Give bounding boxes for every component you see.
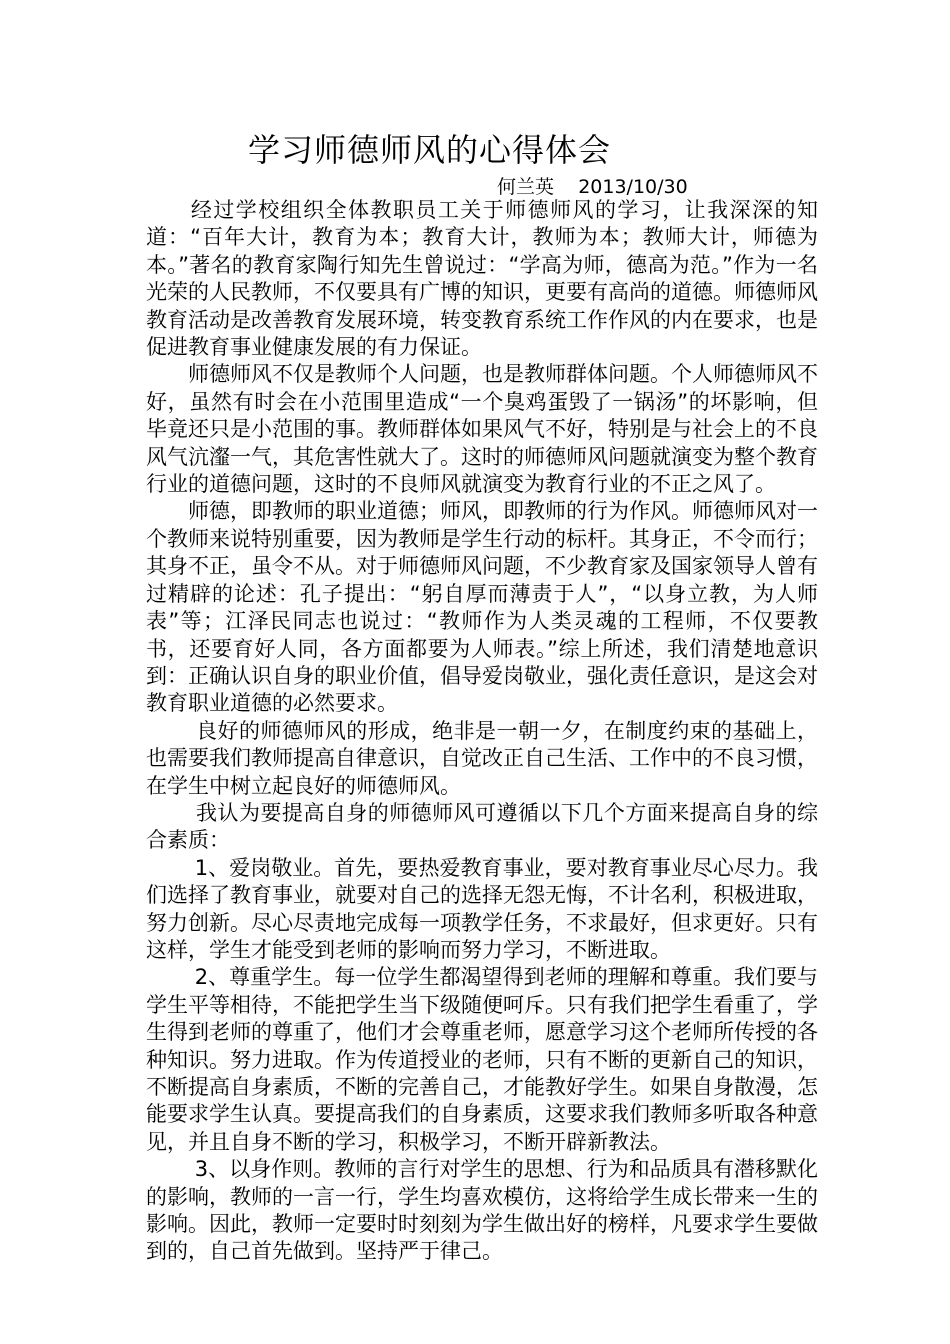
author-name: 何兰英 [497, 176, 555, 198]
document-title: 学习师德师风的心得体会 [248, 131, 612, 169]
paragraph: 1、爱岗敬业。首先，要热爱教育事业，要对教育事业尽心尽力。我们选择了教育事业，就要对自己的选择无怨无悔，不计名利，积极进取，努力创新。尽心尽责地完成每一项教学任务，不求最好，但求更好。只有这样，学生才能受到老师的影响而努力学习，不断进取。 [146, 855, 818, 962]
paragraph: 师德，即教师的职业道德；师风，即教师的行为作风。师德师风对一个教师来说特别重要，因为教师是学生行动的标杆。其身正，不令而行；其身不正，虽令不从。对于师德师风问题，不少教育家及国家领导人曾有过精辟的论述：孔子提出：“躬自厚而薄责于人”，“以身立教，为人师表”等；江泽民同志也说过：“教师作为人类灵魂的工程师，不仅要教书，还要育好人同，各方面都要为人师表。”综上所述，我们清楚地意识到：正确认识自身的职业价值，倡导爱岗敬业，强化责任意识，是这会对教育职业道德的必然要求。 [146, 499, 818, 716]
paragraph: 师德师风不仅是教师个人问题，也是教师群体问题。个人师德师风不好，虽然有时会在小范围里造成“一个臭鸡蛋毁了一锅汤”的坏影响，但毕竟还只是小范围的事。教师群体如果风气不好，特别是与社会上的不良风气沆瀣一气，其危害性就大了。这时的师德师风问题就演变为整个教育行业的道德问题，这时的不良师风就演变为教育行业的不正之风了。 [146, 362, 818, 497]
paragraph: 我认为要提高自身的师德师风可遵循以下几个方面来提高自身的综合素质： [146, 800, 818, 853]
paragraph: 2、尊重学生。每一位学生都渴望得到老师的理解和尊重。我们要与学生平等相待，不能把学生当下级随便呵斥。只有我们把学生看重了，学生得到老师的尊重了，他们才会尊重老师，愿意学习这个老师所传授的各种知识。努力进取。作为传道授业的老师，只有不断的更新自己的知识，不断提高自身素质，不断的完善自己，才能教好学生。如果自身散漫，怎能要求学生认真。要提高我们的自身素质，这要求我们教师多听取各种意见，并且自身不断的学习，积极学习，不断开辟新教法。 [146, 965, 818, 1154]
paragraph: 经过学校组织全体教职员工关于师德师风的学习，让我深深的知道：“百年大计，教育为本；教育大计，教师为本；教师大计，师德为本。”著名的教育家陶行知先生曾说过：“学高为师，德高为范。”作为一名光荣的人民教师，不仅要具有广博的知识，更要有高尚的道德。师德师风教育活动是改善教育发展环境，转变教育系统工作作风的内在要求，也是促进教育事业健康发展的有力保证。 [146, 198, 818, 360]
paragraph: 3、以身作则。教师的言行对学生的思想、行为和品质具有潜移默化的影响，教师的一言一行，学生均喜欢模仿，这将给学生成长带来一生的影响。因此，教师一定要时时刻刻为学生做出好的榜样，凡要求学生要做到的，自己首先做到。坚持严于律己。 [146, 1157, 818, 1264]
document-body [146, 197, 818, 1266]
paragraph: 良好的师德师风的形成，绝非是一朝一夕，在制度约束的基础上，也需要我们教师提高自律意识，自觉改正自己生活、工作中的不良习惯，在学生中树立起良好的师德师风。 [146, 718, 818, 798]
document-date: 2013/10/30 [578, 176, 688, 198]
